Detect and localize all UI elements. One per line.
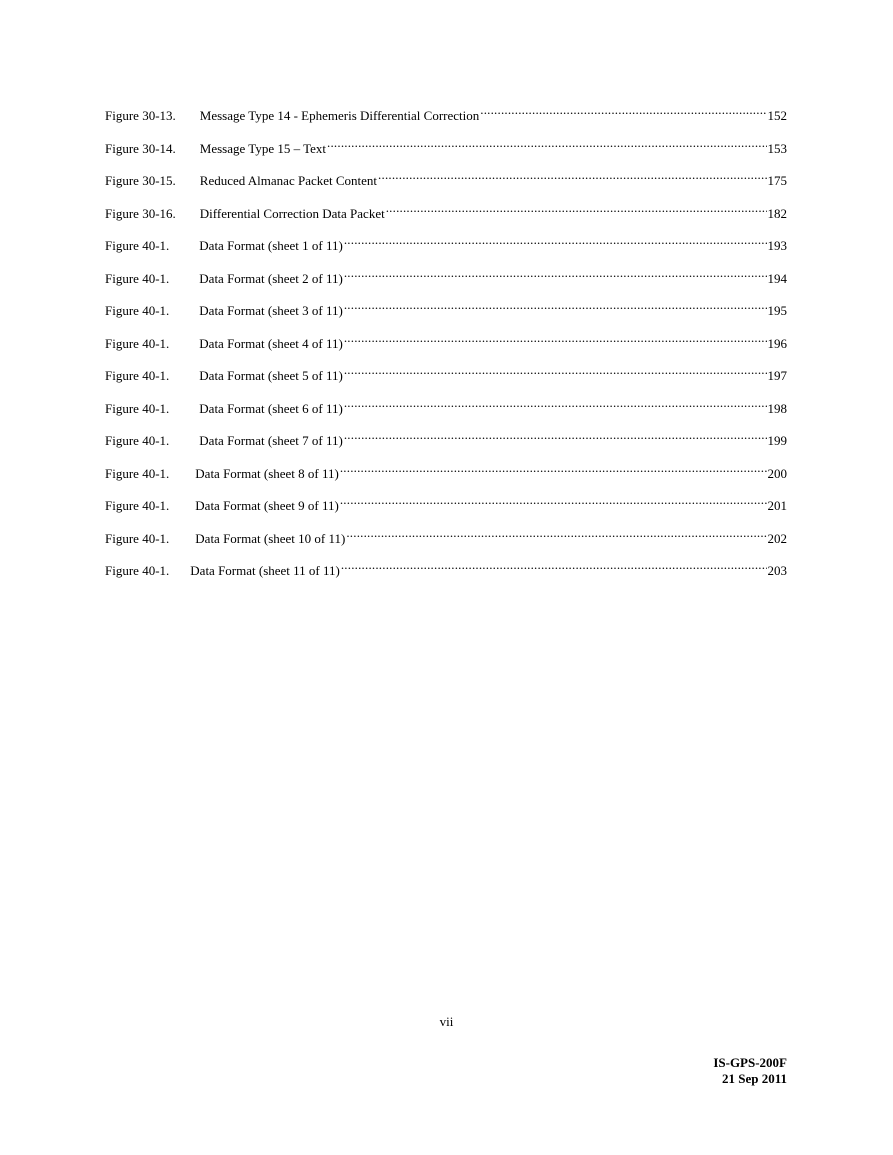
toc-entry[interactable] (105, 169, 787, 202)
toc-entry[interactable] (105, 397, 787, 430)
toc-page-number: 196 (767, 335, 787, 351)
dot-leader (344, 267, 767, 283)
document-number: IS-GPS-200F (713, 1055, 787, 1070)
toc-entry[interactable] (105, 137, 787, 170)
figure-number: Figure 30-13. (105, 108, 176, 123)
toc-page-number: 203 (767, 563, 787, 578)
figure-number: Figure 40-1. (105, 270, 170, 286)
toc-page-number: 198 (767, 400, 787, 416)
figure-title: Data Format (sheet 1 of 11) (199, 238, 343, 253)
toc-page-number: 199 (767, 433, 787, 448)
figure-title: Differential Correction Data Packet (199, 205, 385, 221)
toc-entry[interactable] (105, 462, 787, 495)
dot-leader (344, 397, 767, 413)
dot-leader (346, 527, 766, 543)
figure-title: Message Type 14 - Ephemeris Differential Correction (199, 108, 480, 123)
figure-title: Data Format (sheet 2 of 11) (199, 270, 343, 286)
toc-entry[interactable] (105, 364, 787, 397)
toc-entry[interactable] (105, 202, 787, 235)
dot-leader (344, 332, 767, 348)
toc-page-number: 201 (767, 498, 787, 513)
figure-title: Data Format (sheet 9 of 11) (195, 498, 339, 513)
figure-number: Figure 40-1. (105, 368, 170, 383)
toc-entry[interactable] (105, 527, 787, 560)
toc-page-number: 202 (767, 530, 787, 546)
toc-page-number: 182 (767, 205, 787, 221)
dot-leader (340, 494, 767, 510)
figure-number: Figure 30-14. (105, 140, 176, 156)
figure-title: Message Type 15 – Text (199, 140, 327, 156)
figure-title: Data Format (sheet 3 of 11) (199, 303, 343, 318)
figure-number: Figure 40-1. (105, 303, 170, 318)
toc-page-number: 200 (767, 465, 787, 481)
toc-page-number: 197 (767, 368, 787, 383)
dot-leader (340, 462, 767, 478)
dot-leader (341, 559, 767, 575)
figure-title: Data Format (sheet 10 of 11) (195, 530, 346, 546)
figure-title: Data Format (sheet 6 of 11) (199, 400, 343, 416)
list-of-figures (105, 104, 787, 592)
figure-number: Figure 30-16. (105, 205, 176, 221)
figure-number: Figure 30-15. (105, 173, 176, 188)
toc-entry[interactable] (105, 104, 787, 137)
toc-entry[interactable] (105, 234, 787, 267)
figure-number: Figure 40-1. (105, 530, 170, 546)
toc-entry[interactable] (105, 429, 787, 462)
document-date: 21 Sep 2011 (721, 1071, 787, 1086)
toc-page-number: 194 (767, 270, 787, 286)
dot-leader (327, 137, 766, 153)
dot-leader (386, 202, 767, 218)
dot-leader (344, 429, 767, 445)
toc-entry[interactable] (105, 267, 787, 300)
figure-number: Figure 40-1. (105, 335, 170, 351)
toc-page-number: 195 (767, 303, 787, 318)
figure-number: Figure 40-1. (105, 400, 170, 416)
page-number: vii (439, 1014, 454, 1029)
toc-entry[interactable] (105, 494, 787, 527)
dot-leader (344, 234, 767, 250)
figure-number: Figure 40-1. (105, 433, 170, 448)
toc-entry[interactable] (105, 299, 787, 332)
figure-title: Data Format (sheet 5 of 11) (199, 368, 343, 383)
toc-page-number: 152 (767, 108, 787, 123)
figure-number: Figure 40-1. (105, 563, 170, 578)
figure-title: Data Format (sheet 8 of 11) (195, 465, 339, 481)
figure-title: Data Format (sheet 11 of 11) (190, 563, 340, 578)
figure-number: Figure 40-1. (105, 465, 170, 481)
toc-page-number: 153 (767, 140, 787, 156)
figure-number: Figure 40-1. (105, 238, 170, 253)
toc-entry[interactable] (105, 559, 787, 592)
figure-title: Data Format (sheet 7 of 11) (199, 433, 343, 448)
toc-page-number: 175 (767, 173, 787, 188)
figure-number: Figure 40-1. (105, 498, 170, 513)
document-identifier (713, 1055, 787, 1087)
figure-title: Data Format (sheet 4 of 11) (199, 335, 343, 351)
toc-entry[interactable] (105, 332, 787, 365)
figure-title: Reduced Almanac Packet Content (199, 173, 378, 188)
dot-leader (344, 364, 767, 380)
dot-leader (480, 104, 766, 120)
dot-leader (344, 299, 767, 315)
toc-page-number: 193 (767, 238, 787, 253)
dot-leader (378, 169, 766, 185)
